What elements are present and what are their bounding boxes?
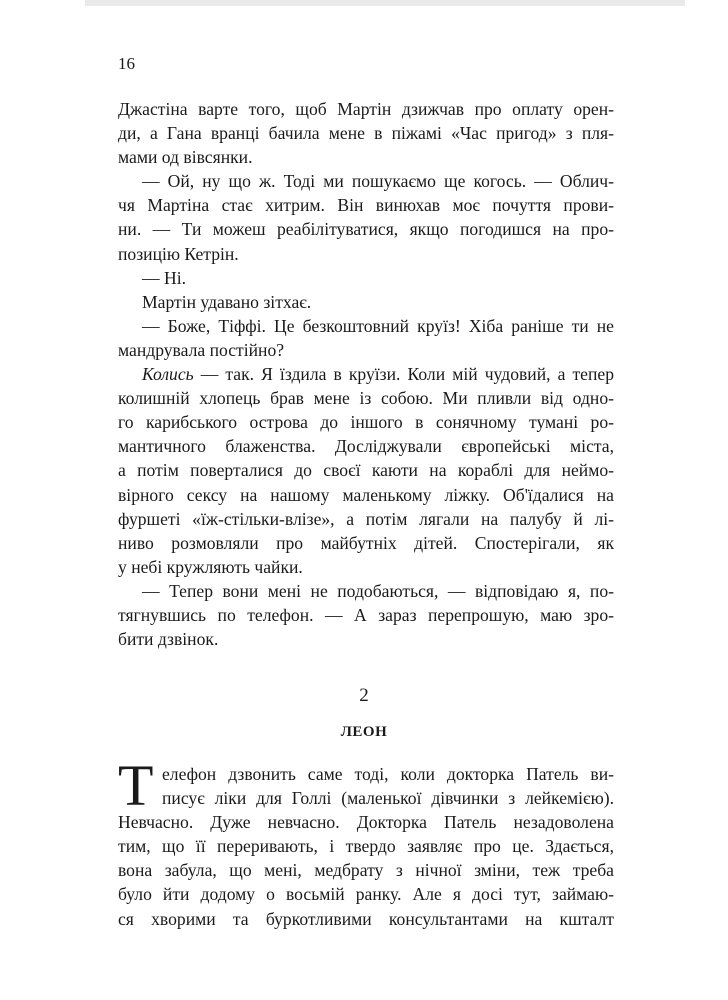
text-line: — Боже, Тіффі. Це безкоштовний круїз! Хіба раніше ти не: [142, 315, 614, 336]
text-line: Мартін удавано зітхає.: [142, 291, 312, 312]
text-line: бити дзвінок.: [118, 629, 219, 650]
text-line: мами од вівсянки.: [118, 147, 253, 168]
text-line: вірного сексу на нашому маленькому ліжку. Об'їдалися на: [118, 484, 614, 505]
text-line: — Ні.: [142, 267, 186, 288]
emphasized-word: Колись: [142, 364, 194, 385]
body-text-part1: [118, 97, 614, 651]
text-line: ся хворими та буркотливими консультантами на кшталт: [118, 908, 614, 929]
text-line: вона забула, що мені, медбрату з нічної зміни, теж треба: [118, 860, 614, 881]
page-top-edge: [85, 0, 685, 6]
text-line: тягнувшись по телефон. — А зараз перепрошую, маю зро-: [118, 604, 614, 625]
text-line: фуршеті «їж-стільки-влізе», а потім лягали на палубу й лі-: [118, 508, 614, 529]
text-line: Джастіна варте того, щоб Мартін дзижчав про оплату орен-: [118, 99, 614, 119]
text-line: го карибського острова до іншого в сонячному тумані ро-: [118, 412, 614, 433]
text-line: ниво розмовляли про майбутніх дітей. Спостерігали, як: [118, 532, 614, 553]
chapter-number: 2: [359, 685, 369, 706]
text-line: було йти додому о восьмій ранку. Але я досі тут, займаю-: [118, 884, 614, 905]
text-line: тим, що її переривають, і твердо заявляє про це. Здається,: [118, 836, 614, 857]
text-line: у небі кружляють чайки.: [118, 556, 303, 577]
text-line: ди, а Гана вранці бачила мене в піжамі «Час пригод» з пля-: [118, 123, 614, 144]
text-line: чя Мартіна стає хитрим. Він винюхав моє почуття прови-: [118, 195, 614, 216]
text-line: — Тепер вони мені не подобаються, — відповідаю я, по-: [142, 580, 614, 601]
text-line: елефон дзвонить саме тоді, коли докторка Патель ви-: [162, 764, 614, 784]
text-line: позицію Кетрін.: [118, 243, 239, 264]
text-line: мандрувала постійно?: [118, 339, 285, 360]
text-line: колишній хлопець брав мене із собою. Ми пливли від одно-: [118, 388, 614, 409]
body-text-part2: [118, 753, 614, 931]
text-line: писує ліки для Голлі (маленької дівчинки з лейкемією).: [162, 788, 614, 809]
text-line-rest: — так. Я їздила в круїзи. Коли мій чудовий, а тепер: [193, 364, 614, 385]
text-line: — Ой, ну що ж. Тоді ми пошукаємо ще когось. — Облич-: [142, 171, 614, 192]
text-line: [118, 362, 614, 386]
text-line: ни. — Ти можеш реабілітуватися, якщо погодишся на про-: [118, 219, 614, 240]
text-line: мантичного блаженства. Досліджували європейські міста,: [118, 436, 614, 457]
drop-cap-letter: Т: [118, 753, 154, 818]
page-number: 16: [118, 54, 135, 73]
text-line: Невчасно. Дуже невчасно. Докторка Патель незадоволена: [118, 812, 614, 833]
chapter-title: ЛЕОН: [340, 724, 388, 740]
text-line: а потім поверталися до своєї каюти на кораблі для неймо-: [118, 460, 614, 481]
